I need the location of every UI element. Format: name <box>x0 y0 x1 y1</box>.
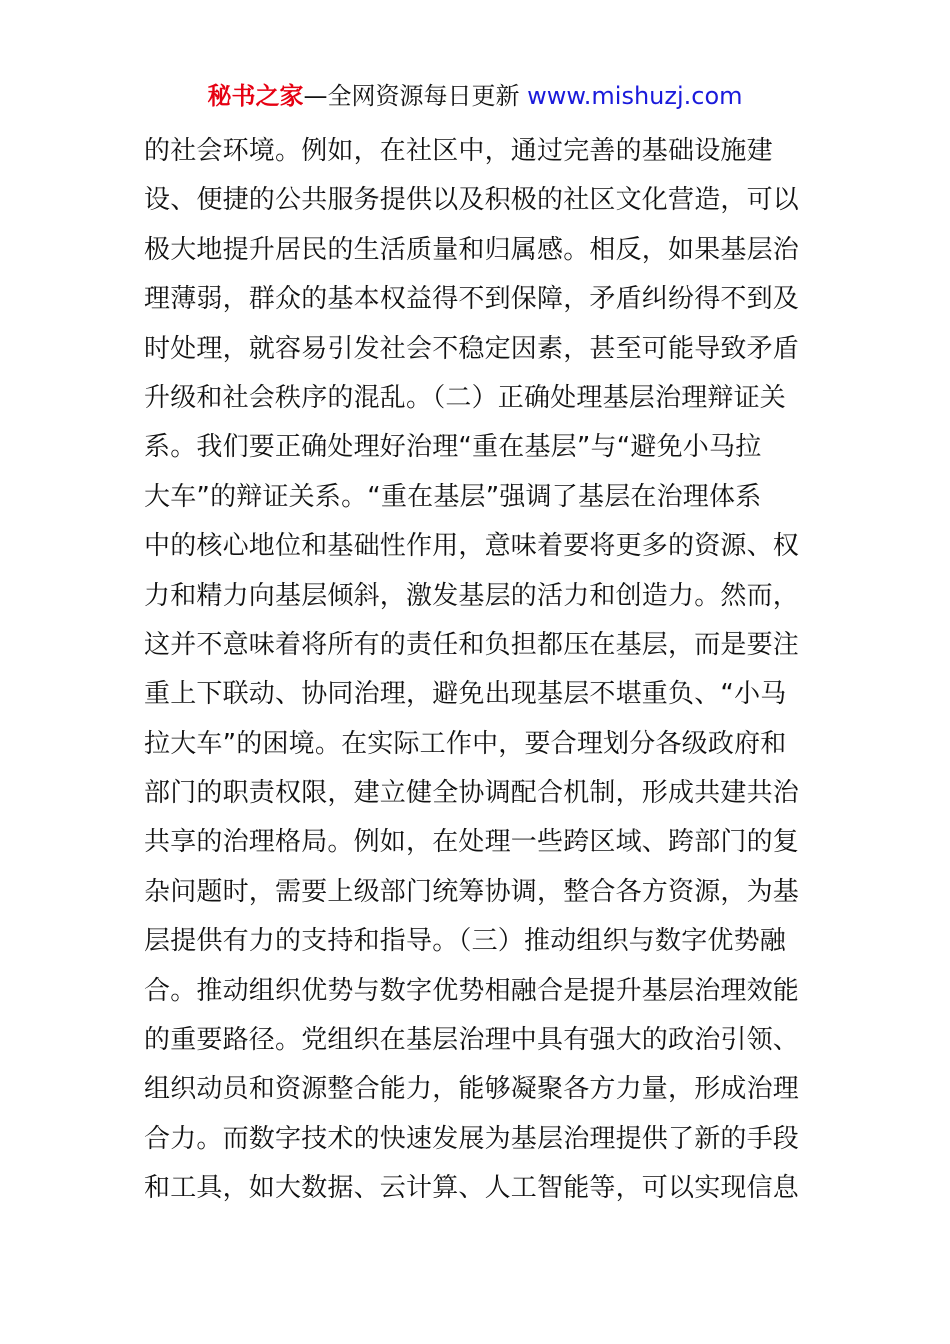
site-brand: 秘书之家 <box>207 82 304 110</box>
text-line: 共享的治理格局。例如，在处理一些跨区域、跨部门的复 <box>144 827 800 858</box>
text-line: 系。我们要正确处理好治理“重在基层”与“避免小马拉 <box>144 432 762 463</box>
document-body <box>144 127 814 1214</box>
text-line: 升级和社会秩序的混乱。（二）正确处理基层治理辩证关 <box>144 382 787 413</box>
site-url-link[interactable]: www.mishuzj.com <box>527 82 743 110</box>
text-line: 拉大车”的困境。在实际工作中，要合理划分各级政府和 <box>144 728 787 759</box>
text-line: 和工具，如大数据、云计算、人工智能等，可以实现信息 <box>144 1173 800 1204</box>
text-line: 组织动员和资源整合能力，能够凝聚各方力量，形成治理 <box>144 1074 800 1105</box>
text-line: 部门的职责权限，建立健全协调配合机制，形成共建共治 <box>144 778 800 809</box>
text-line: 杂问题时，需要上级部门统筹协调，整合各方资源，为基 <box>144 876 800 907</box>
text-line: 设、便捷的公共服务提供以及积极的社区文化营造，可以 <box>144 185 800 216</box>
text-line: 大车”的辩证关系。“重在基层”强调了基层在治理体系 <box>144 481 762 512</box>
text-line: 这并不意味着将所有的责任和负担都压在基层，而是要注 <box>144 629 800 660</box>
text-line: 合力。而数字技术的快速发展为基层治理提供了新的手段 <box>144 1123 800 1154</box>
site-slogan: —全网资源每日更新 <box>303 82 520 110</box>
site-header <box>0 80 950 112</box>
text-line: 重上下联动、协同治理，避免出现基层不堪重负、“小马 <box>144 679 787 710</box>
text-line: 合。推动组织优势与数字优势相融合是提升基层治理效能 <box>144 975 800 1006</box>
text-line: 力和精力向基层倾斜，激发基层的活力和创造力。然而， <box>144 580 800 611</box>
text-line: 的重要路径。党组织在基层治理中具有强大的政治引领、 <box>144 1025 800 1056</box>
text-line: 中的核心地位和基础性作用，意味着要将更多的资源、权 <box>144 531 800 562</box>
text-line: 层提供有力的支持和指导。（三）推动组织与数字优势融 <box>144 926 787 957</box>
text-line: 时处理，就容易引发社会不稳定因素，甚至可能导致矛盾 <box>144 333 800 364</box>
text-line: 极大地提升居民的生活质量和归属感。相反，如果基层治 <box>144 234 800 265</box>
text-line: 理薄弱，群众的基本权益得不到保障，矛盾纠纷得不到及 <box>144 284 800 315</box>
text-line: 的社会环境。例如，在社区中，通过完善的基础设施建 <box>144 136 773 166</box>
